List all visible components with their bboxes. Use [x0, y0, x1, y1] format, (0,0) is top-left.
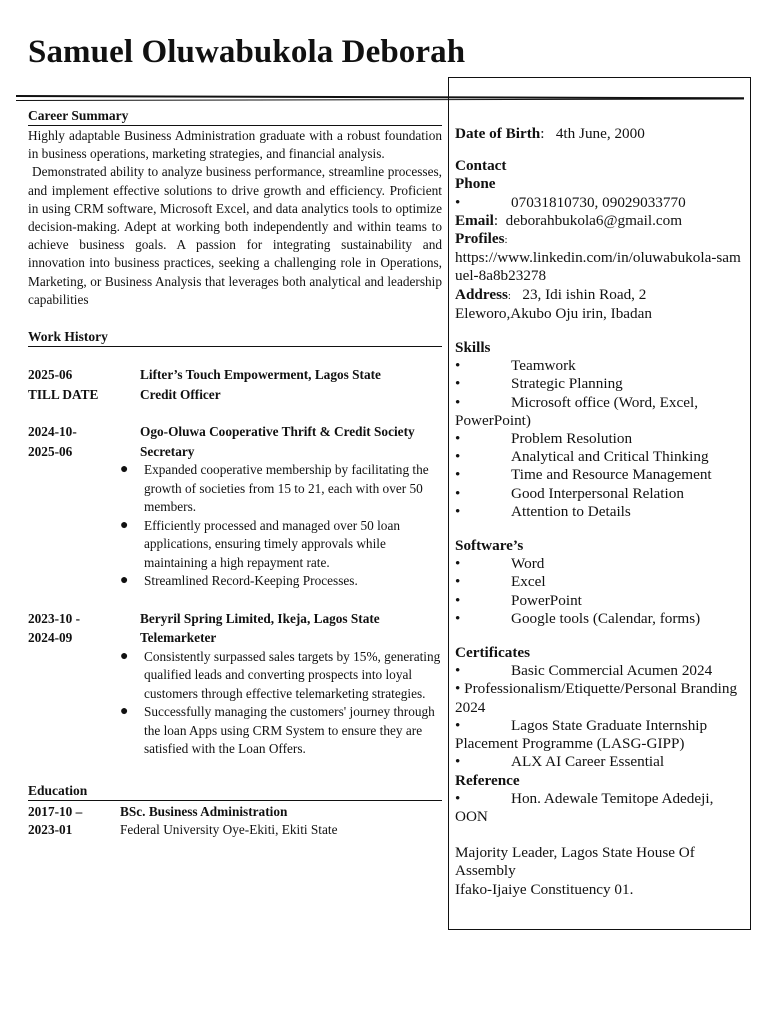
education-date-end: 2023-01: [28, 821, 73, 837]
job-organization: Beryril Spring Limited, Ikeja, Lagos State: [140, 610, 380, 626]
job-date-end: 2024-09: [28, 630, 73, 646]
job-date-start: 2025-06: [28, 367, 73, 383]
certificates-section: [455, 644, 745, 899]
career-summary-heading: Career Summary: [28, 108, 442, 126]
address-row: Address: 23, Idi ishin Road, 2 Eleworo,Akubo Oju irin, Ibadan: [455, 285, 652, 322]
work-history-heading: Work History: [28, 329, 442, 347]
skill-item: • Time and Resource Management: [455, 466, 712, 484]
education-dates: [28, 803, 120, 839]
job-bullets: [120, 461, 442, 591]
skill-item: • Good Interpersonal Relation: [455, 484, 684, 502]
reference-name-row: • Hon. Adewale Temitope Adedeji, OON: [455, 789, 714, 825]
job-dates: [28, 422, 128, 461]
dob-row: Date of Birth: 4th June, 2000: [455, 125, 645, 142]
bullet-icon: ●: [120, 573, 129, 589]
education-heading: Education: [28, 783, 442, 801]
bullet-icon: ●: [120, 517, 129, 533]
education-degree: BSc. Business Administration: [120, 803, 288, 819]
software-section: [455, 537, 745, 628]
software-heading: Software’s: [455, 537, 524, 555]
email-row: Email: deborahbukola6@gmail.com: [455, 211, 683, 229]
education-school: Federal University Oye-Ekiti, Ekiti State: [120, 821, 338, 837]
job-role: Secretary: [140, 443, 195, 459]
main-column: [28, 108, 442, 839]
phone-row: • 07031810730, 09029033770: [455, 193, 686, 211]
work-history-list: [28, 365, 442, 759]
contact-section: [455, 157, 745, 323]
skill-item: • Microsoft office (Word, Excel, PowerPoint): [455, 393, 699, 429]
education-entry: [28, 803, 442, 839]
address-label: Address: [455, 285, 508, 303]
candidate-name: Samuel Oluwabukola Deborah: [28, 34, 466, 70]
job-dates: [28, 609, 128, 648]
job-organization: Ogo-Oluwa Cooperative Thrift & Credit Society: [140, 424, 415, 440]
skill-item: • Analytical and Critical Thinking: [455, 448, 709, 466]
career-summary: [28, 127, 442, 309]
job-entry: [28, 365, 442, 404]
bullet-icon: ●: [120, 462, 129, 478]
reference-heading: Reference: [455, 771, 520, 789]
job-date-end: 2025-06: [28, 443, 73, 459]
contact-heading: Contact: [455, 157, 507, 175]
reference-constituency: Ifako-Ijaiye Constituency 01.: [455, 880, 634, 898]
skill-item: • Attention to Details: [455, 502, 631, 520]
job-entry: [28, 422, 442, 591]
job-bullet: ● Expanded cooperative membership by facilitating the growth of societies from 15 to 21, each with over 50 members.: [120, 462, 429, 515]
profiles-label: Profiles: [455, 230, 505, 248]
profiles-value: https://www.linkedin.com/in/oluwabukola-samuel-8a8b23278: [455, 249, 741, 285]
job-date-start: 2024-10-: [28, 424, 77, 440]
dob-label: Date of Birth: [455, 125, 541, 142]
reference-position: Majority Leader, Lagos State House Of Assembly: [455, 844, 695, 880]
certificate-item: • Basic Commercial Acumen 2024: [455, 662, 713, 680]
job-bullets: [120, 648, 442, 759]
software-item: • PowerPoint: [455, 591, 582, 609]
education-date-start: 2017-10 –: [28, 803, 83, 819]
skill-item: • Strategic Planning: [455, 375, 623, 393]
job-date-start: 2023-10 -: [28, 610, 81, 626]
email-label: Email: [455, 211, 494, 229]
job-entry: [28, 609, 442, 759]
phone-label: Phone: [455, 175, 496, 193]
job-date-end: TILL DATE: [28, 386, 99, 402]
software-item: • Google tools (Calendar, forms): [455, 609, 701, 627]
job-organization: Lifter’s Touch Empowerment, Lagos State: [140, 367, 381, 383]
profiles-row: Profiles:: [455, 230, 508, 248]
certificate-item: • ALX AI Career Essential: [455, 753, 665, 771]
reference-name: Hon. Adewale Temitope Adedeji, OON: [455, 789, 714, 825]
software-item: • Excel: [455, 573, 546, 591]
summary-paragraph-1: Highly adaptable Business Administration graduate with a robust foundation in business operations, marketing strategies, and financial analysis.: [28, 128, 442, 162]
summary-paragraph-2: Demonstrated ability to analyze business performance, streamline processes, and implement effective solutions to drive growth and efficiency. Proficient in using CRM software, Microsoft Excel, and data analytics tools to optimize decision-making. Adept at working both independently and within teams to achieve business goals. A passion for integrating sustainability and innovation into business practices, seeking a challenging role in Operations, Marketing, or Business Analysis that leverages both analytical and leadership capabilities: [28, 164, 442, 307]
skills-list: [455, 357, 745, 521]
certificate-item: • Professionalism/Etiquette/Personal Branding 2024: [455, 680, 738, 716]
job-bullet: ● Streamlined Record-Keeping Processes.: [144, 572, 442, 591]
skills-section: [455, 339, 745, 521]
bullet-icon: ●: [120, 648, 129, 664]
skill-item: • Problem Resolution: [455, 430, 633, 448]
email-value: deborahbukola6@gmail.com: [505, 211, 683, 229]
job-role: Credit Officer: [140, 386, 221, 402]
bullet-icon: ●: [120, 704, 129, 720]
software-item: • Word: [455, 555, 545, 573]
skill-item: • Teamwork: [455, 357, 576, 375]
dob-value: 4th June, 2000: [555, 125, 645, 142]
certificates-heading: Certificates: [455, 644, 531, 662]
job-bullet: ● Consistently surpassed sales targets by 15%, generating qualified leads and converting prospects into loyal customers through effective telemarketing strategies.: [120, 648, 441, 701]
certificate-item: • Lagos State Graduate Internship Placement Programme (LASG-GIPP): [455, 716, 708, 753]
job-dates: [28, 365, 128, 404]
address-value: 23, Idi ishin Road, 2 Eleworo,Akubo Oju irin, Ibadan: [455, 285, 652, 322]
sidebar: [455, 125, 745, 899]
skills-heading: Skills: [455, 339, 491, 357]
software-list: [455, 555, 745, 628]
job-role: Telemarketer: [140, 630, 217, 646]
job-bullet: ● Efficiently processed and managed over 50 loan applications, ensuring timely approvals while maintaining a high repayment rate.: [120, 517, 400, 570]
job-bullet: ● Successfully managing the customers' journey through the loan Apps using CRM System to ensure they are satisfied with the Loan Offers.: [120, 704, 435, 757]
phone-value: 07031810730, 09029033770: [511, 193, 686, 211]
